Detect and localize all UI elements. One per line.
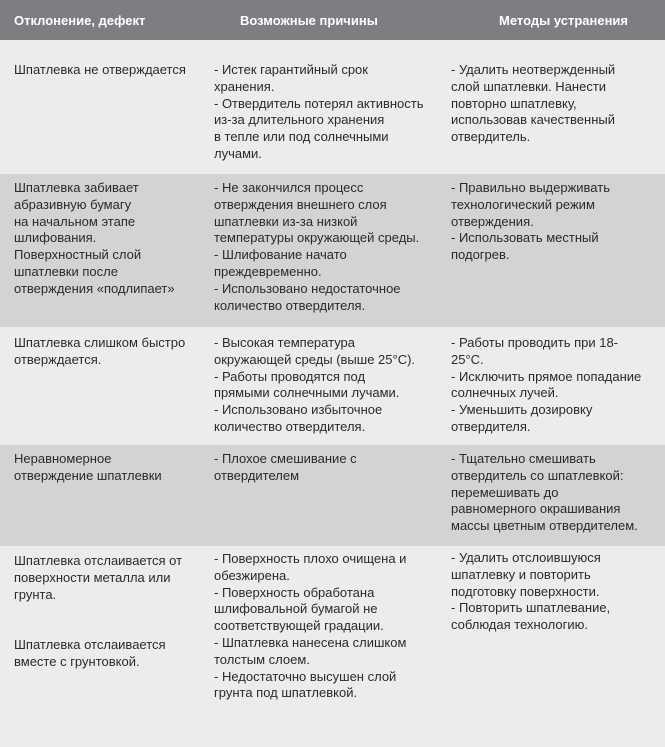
remedy-item: - Уменьшить дозировку отвердителя. bbox=[451, 402, 593, 434]
defect-text: Шпатлевка забивает абразивную бумагу на начальном этапе шлифования. Поверхностный слой шпатлевки после отверждения «подлипает» bbox=[14, 180, 175, 296]
table-row bbox=[0, 445, 665, 546]
cause-item: - Использовано недостаточное количество отвердителя. bbox=[214, 280, 401, 313]
remedies-cell bbox=[451, 180, 663, 264]
causes-cell bbox=[214, 451, 446, 485]
cause-item: - Поверхность плохо очищена и обезжирена. bbox=[214, 551, 407, 583]
remedies-cell bbox=[451, 62, 663, 146]
header-remedies: Методы устранения bbox=[499, 13, 629, 28]
remedies-cell bbox=[451, 550, 663, 634]
remedy-item: - Использовать местный подогрев. bbox=[451, 230, 599, 263]
cause-item: - Использовано избыточное количество отвердителя. bbox=[214, 402, 383, 434]
table-row bbox=[0, 174, 665, 327]
causes-cell bbox=[214, 551, 446, 702]
remedy-item: - Удалить отслоившуюся шпатлевку и повторить подготовку поверхности. bbox=[451, 550, 601, 599]
cause-item: - Шлифование начато преждевременно. bbox=[214, 247, 347, 279]
cause-item: - Отвердитель потерял активность из-за длительного хранения в тепле или под солнечными лучами. bbox=[214, 95, 424, 161]
defect-cell bbox=[14, 553, 204, 671]
defect-text: Шпатлевка отслаивается от поверхности металла или грунта. bbox=[14, 553, 183, 602]
header-defect: Отклонение, дефект bbox=[14, 13, 146, 28]
table-row bbox=[0, 327, 665, 445]
header-causes: Возможные причины bbox=[240, 13, 378, 28]
defect-cell bbox=[14, 335, 204, 369]
remedy-item: - Повторить шпатлевание, соблюдая технологию. bbox=[451, 600, 611, 633]
defect-text: Неравномерное отверждение шпатлевки bbox=[14, 451, 162, 483]
causes-cell bbox=[214, 335, 446, 436]
defect-cell bbox=[14, 451, 204, 485]
remedies-cell bbox=[451, 451, 663, 535]
cause-item: - Поверхность обработана шлифовальной бумагой не соответствующей градации. bbox=[214, 584, 384, 634]
defect-cell bbox=[14, 62, 204, 79]
remedies-cell bbox=[451, 335, 663, 436]
cause-item: - Высокая температура окружающей среды (выше 25°C). bbox=[214, 335, 416, 367]
cause-item: - Недостаточно высушен слой грунта под шпатлевкой. bbox=[214, 668, 397, 701]
cause-item: - Не закончился процесс отверждения внешнего слоя шпатлевки из-за низкой температуры окружающей среды. bbox=[214, 180, 420, 246]
remedy-item: - Работы проводить при 18- 25°C. bbox=[451, 335, 619, 367]
defect-cell bbox=[14, 180, 204, 298]
remedy-item: - Удалить неотвержденный слой шпатлевки. Нанести повторно шпатлевку, использовав качественный отвердитель. bbox=[451, 62, 616, 145]
cause-item: - Шпатлевка нанесена слишком толстым слоем. bbox=[214, 634, 407, 667]
defect-text: Шпатлевка отслаивается вместе с грунтовкой. bbox=[14, 636, 166, 669]
table-row bbox=[0, 40, 665, 174]
table-row bbox=[0, 546, 665, 747]
remedy-item: - Правильно выдерживать технологический режим отверждения. bbox=[451, 180, 610, 229]
causes-cell bbox=[214, 180, 446, 314]
remedy-item: - Тщательно смешивать отвердитель со шпатлевкой: перемешивать до равномерного окрашивания массы цветным отвердителем. bbox=[451, 451, 638, 534]
remedy-item: - Исключить прямое попадание солнечных лучей. bbox=[451, 368, 642, 401]
defect-text: Шпатлевка слишком быстро отверждается. bbox=[14, 335, 186, 367]
cause-item: - Истек гарантийный срок хранения. bbox=[214, 62, 368, 94]
table-header bbox=[0, 0, 665, 40]
causes-cell bbox=[214, 62, 446, 163]
cause-item: - Работы проводятся под прямыми солнечными лучами. bbox=[214, 368, 400, 401]
defect-text: Шпатлевка не отверждается bbox=[14, 62, 186, 77]
cause-item: - Плохое смешивание с отвердителем bbox=[214, 451, 357, 483]
